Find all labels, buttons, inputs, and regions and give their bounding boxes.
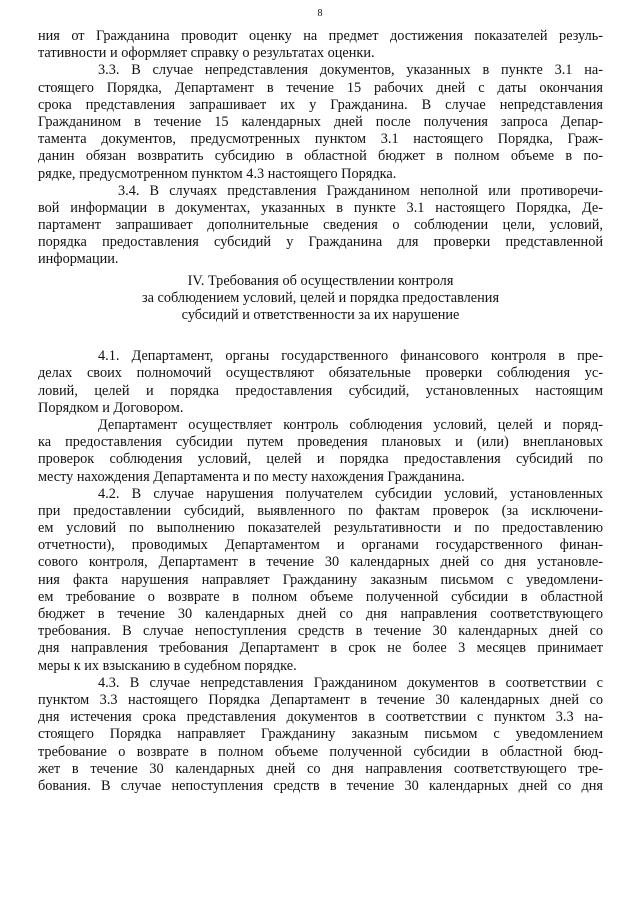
paragraph-4-1b-line: проверок соблюдения условий, целей и порядка предоставления субсидий по (38, 451, 603, 468)
document-body (38, 28, 603, 795)
paragraph-4-1-line: 4.1. Департамент, органы государственного финансового контроля в пре- (98, 348, 603, 365)
paragraph-4-2-line: бюджет в течение 30 календарных дней со дня направления соответствующего (38, 606, 603, 622)
paragraph-3-3-line: данин обязан возвратить субсидию в областной бюджет в полном объеме в по- (38, 148, 603, 165)
paragraph-4-2-line: ем требование о возврате в полном объеме полученной субсидии в областной (38, 588, 603, 605)
paragraph-4-3-line: бования. В случае непоступления средств в течение 30 календарных дней со дня (38, 777, 603, 794)
paragraph-4-3-line: 4.3. В случае непредставления Гражданином документов в соответствии с (98, 674, 603, 691)
paragraph-4-2-line: меры к их взысканию в судебном порядке. (38, 657, 297, 674)
paragraph-4-1b-line: Департамент осуществляет контроль соблюдения условий, целей и поряд- (98, 416, 603, 433)
paragraph-3-3-line: Гражданином в течение 15 календарных дней после получения запроса Депар- (38, 113, 603, 130)
paragraph-4-2-line: ем условий по выполнению показателей результативности и по предоставлению (38, 520, 603, 537)
paragraph-4-1-line: делах своих полномочий осуществляют обязательные проверки соблюдения ус- (38, 365, 603, 382)
paragraph-4-3-line: жет в течение 30 календарных дней со дня направления соответствующего тре- (38, 760, 603, 777)
paragraph-4-2-line: при предоставлении субсидий, выявленного по фактам проверок (за исключени- (38, 502, 603, 519)
paragraph-4-3-line: стоящего Порядка направляет Гражданину заказным письмом с уведомлением (38, 726, 603, 743)
section-heading-line: субсидий и ответственности за их нарушение (181, 307, 460, 323)
paragraph-4-1b-line: ка предоставления субсидии путем проведения плановых и (или) внеплановых (38, 434, 603, 451)
paragraph-4-1-line: ловий, целей и порядка предоставления субсидий, установленных настоящим (38, 382, 603, 399)
paragraph-4-3-line: пунктом 3.3 настоящего Порядка Департамент в течение 30 календарных дней со (38, 691, 603, 708)
paragraph-3-4-line: партамент запрашивает дополнительные сведения о соблюдении цели, условий, (38, 217, 603, 234)
paragraph-3-4-line: 3.4. В случаях представления Гражданином неполной или противоречи- (118, 182, 603, 199)
paragraph-3-4-line: вой информации в документах, указанных в пункте 3.1 настоящего Порядка, Де- (38, 199, 603, 216)
paragraph-3-4-line: информации. (38, 251, 119, 268)
paragraph-3-4-line: порядка предоставления субсидий у Гражданина для проверки представленной (38, 234, 603, 251)
paragraph-4-2-line: требования. В случае непоступления средств в течение 30 календарных дней со (38, 623, 603, 640)
paragraph-4-1-line: Порядком и Договором. (38, 399, 184, 416)
paragraph-line: ния от Гражданина проводит оценку на предмет достижения показателей резуль- (38, 28, 603, 44)
paragraph-4-2-line: дня направления требования Департамент в срок не более 3 месяцев принимает (38, 640, 603, 657)
page-number: 8 (317, 8, 323, 19)
paragraph-3-3-line: рядке, предусмотренном пунктом 4.3 настоящего Порядка. (38, 165, 397, 182)
paragraph-4-2-line: отчетности), проводимых Департаментом и органами государственного финан- (38, 537, 603, 554)
paragraph-4-2-line: сового контроля, Департамент в течение 30 календарных дней со дня установле- (38, 554, 603, 571)
paragraph-3-3-line: стоящего Порядка, Департамент в течение 15 рабочих дней с даты окончания (38, 79, 603, 96)
section-heading-line: за соблюдением условий, целей и порядка предоставления (141, 289, 500, 306)
section-heading-line: IV. Требования об осуществлении контроля (187, 272, 454, 289)
paragraph-4-1b-line: месту нахождения Департамента и по месту нахождения Гражданина. (38, 468, 465, 485)
paragraph-4-3-line: требование о возврате в полном объеме полученной субсидии в областной бюд- (38, 743, 603, 760)
paragraph-line: тативности и оформляет справку о результатах оценки. (38, 45, 375, 62)
paragraph-3-3-line: 3.3. В случае непредставления документов, указанных в пункте 3.1 на- (98, 62, 603, 79)
paragraph-3-3-line: тамента документов, предусмотренных пунктом 3.1 настоящего Порядка, Граж- (38, 131, 603, 148)
paragraph-3-3-line: срока представления запрашивает их у Гражданина. В случае непредставления (38, 96, 603, 113)
paragraph-4-2-line: ния факта нарушения направляет Гражданину заказным письмом с уведомлени- (38, 571, 603, 588)
paragraph-4-2-line: 4.2. В случае нарушения получателем субсидии условий, установленных (98, 485, 603, 502)
paragraph-4-3-line: дня истечения срока представления документов в соответствии с пунктом 3.3 на- (38, 709, 603, 726)
